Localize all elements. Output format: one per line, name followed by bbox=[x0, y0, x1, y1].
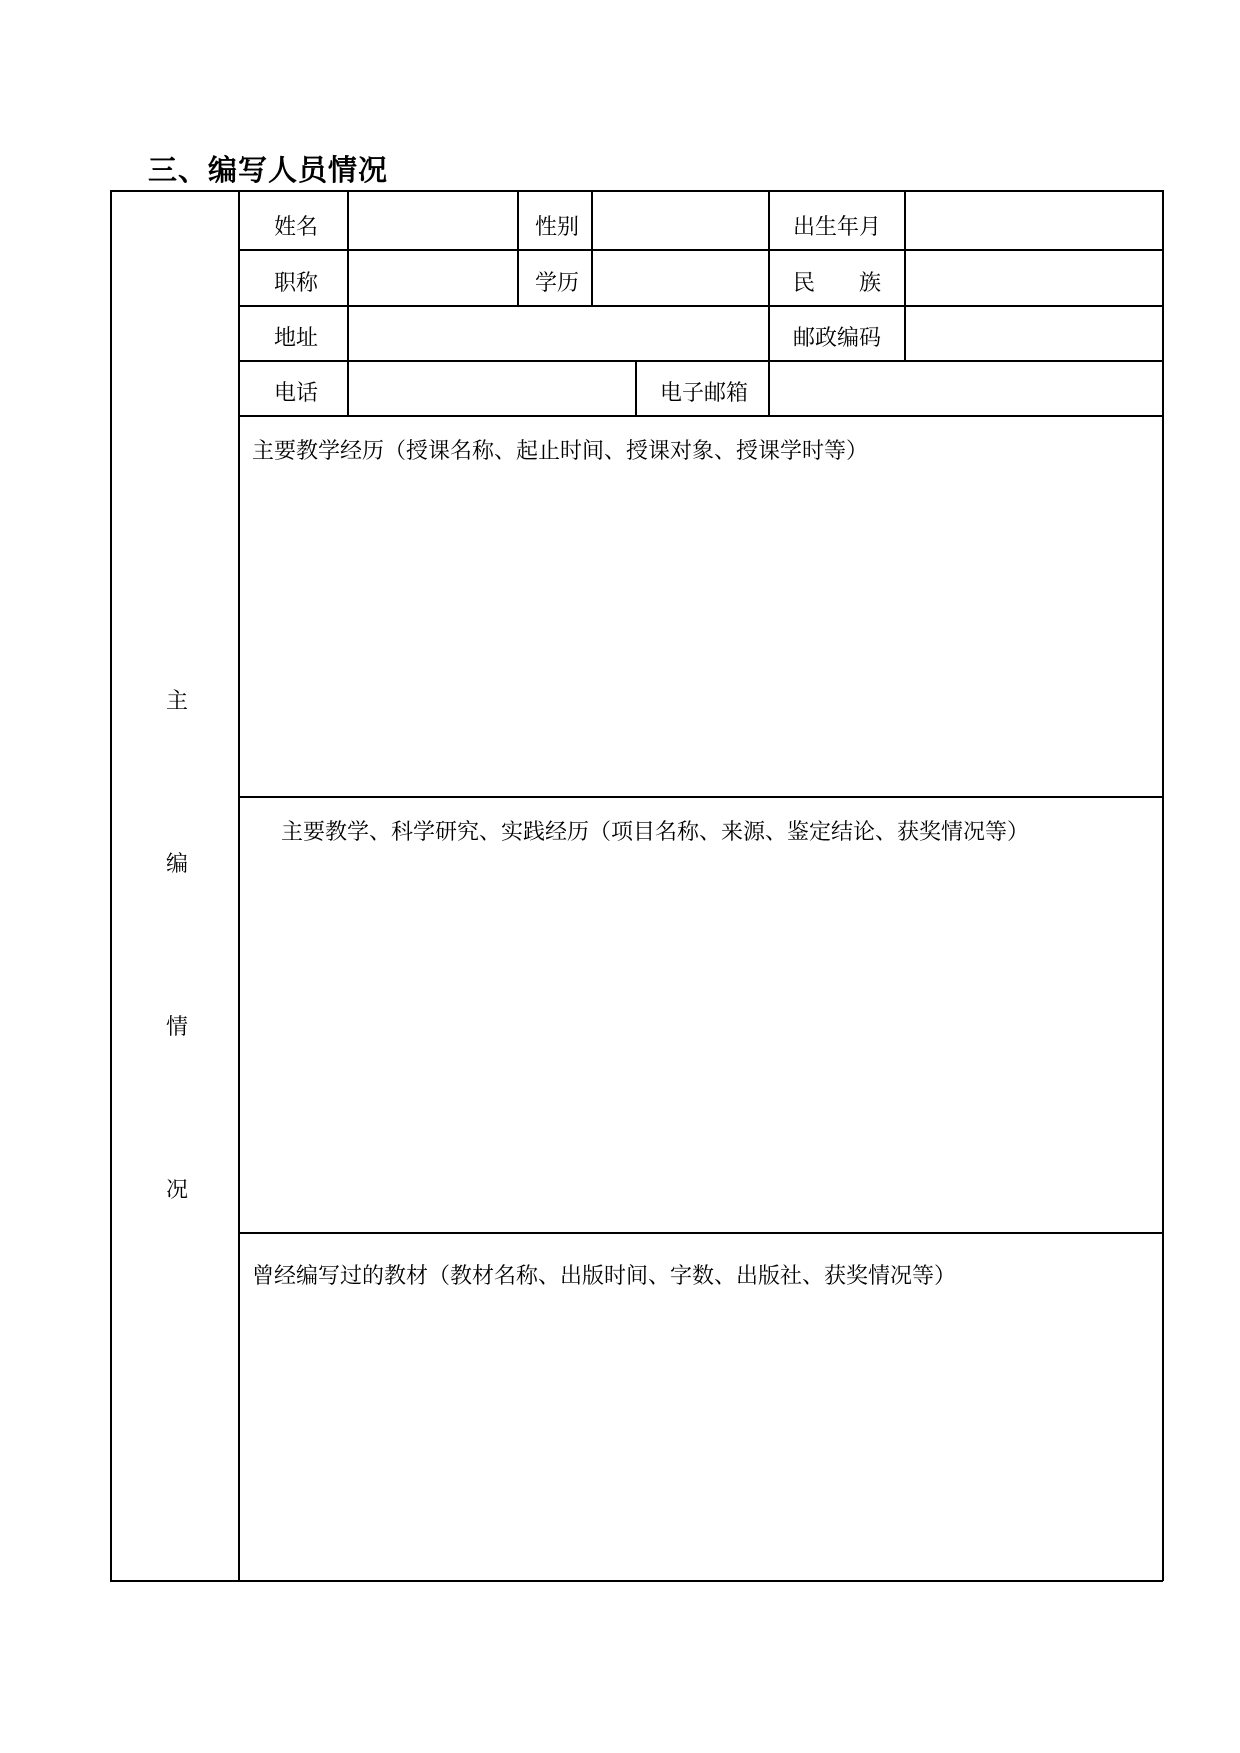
name-field[interactable] bbox=[349, 192, 516, 248]
birth-date-field[interactable] bbox=[906, 192, 1161, 248]
birth-date-label: 出生年月 bbox=[793, 215, 882, 240]
side-label-char: 况 bbox=[166, 1178, 189, 1203]
title-label: 职称 bbox=[274, 271, 319, 296]
name-label: 姓名 bbox=[274, 215, 319, 240]
col-divider bbox=[768, 190, 770, 361]
side-label-char: 主 bbox=[166, 689, 189, 714]
row-divider bbox=[238, 1232, 1163, 1234]
textbooks-written-area[interactable] bbox=[240, 1296, 1161, 1579]
address-field[interactable] bbox=[349, 307, 767, 359]
gender-label: 性别 bbox=[535, 215, 580, 240]
col-divider bbox=[635, 360, 637, 416]
table-border-left bbox=[110, 190, 112, 1581]
address-label: 地址 bbox=[274, 326, 319, 351]
teaching-experience-area[interactable] bbox=[240, 470, 1161, 795]
ethnicity-field[interactable] bbox=[906, 251, 1161, 304]
education-label: 学历 bbox=[535, 271, 580, 296]
teaching-experience-label: 主要教学经历（授课名称、起止时间、授课对象、授课学时等） bbox=[252, 439, 869, 464]
email-field[interactable] bbox=[770, 362, 1161, 414]
research-experience-label: 主要教学、科学研究、实践经历（项目名称、来源、鉴定结论、获奖情况等） bbox=[281, 820, 1030, 845]
email-label: 电子邮箱 bbox=[660, 381, 749, 406]
table-border-bottom bbox=[110, 1580, 1163, 1582]
row-divider bbox=[238, 796, 1163, 798]
gender-field[interactable] bbox=[593, 192, 767, 248]
phone-label: 电话 bbox=[274, 381, 319, 406]
title-field[interactable] bbox=[349, 251, 516, 304]
side-label-char: 编 bbox=[166, 852, 189, 877]
side-label-char: 情 bbox=[166, 1015, 189, 1040]
section-title: 三、编写人员情况 bbox=[148, 153, 389, 187]
postcode-label: 邮政编码 bbox=[793, 326, 882, 351]
row-divider bbox=[238, 415, 1163, 417]
ethnicity-label: 民 族 bbox=[793, 271, 882, 296]
research-experience-area[interactable] bbox=[240, 852, 1161, 1231]
postcode-field[interactable] bbox=[906, 307, 1161, 359]
table-border-right bbox=[1162, 190, 1164, 1581]
education-field[interactable] bbox=[593, 251, 767, 304]
phone-field[interactable] bbox=[349, 362, 634, 414]
textbooks-written-label: 曾经编写过的教材（教材名称、出版时间、字数、出版社、获奖情况等） bbox=[252, 1264, 957, 1289]
col-divider bbox=[517, 190, 519, 306]
